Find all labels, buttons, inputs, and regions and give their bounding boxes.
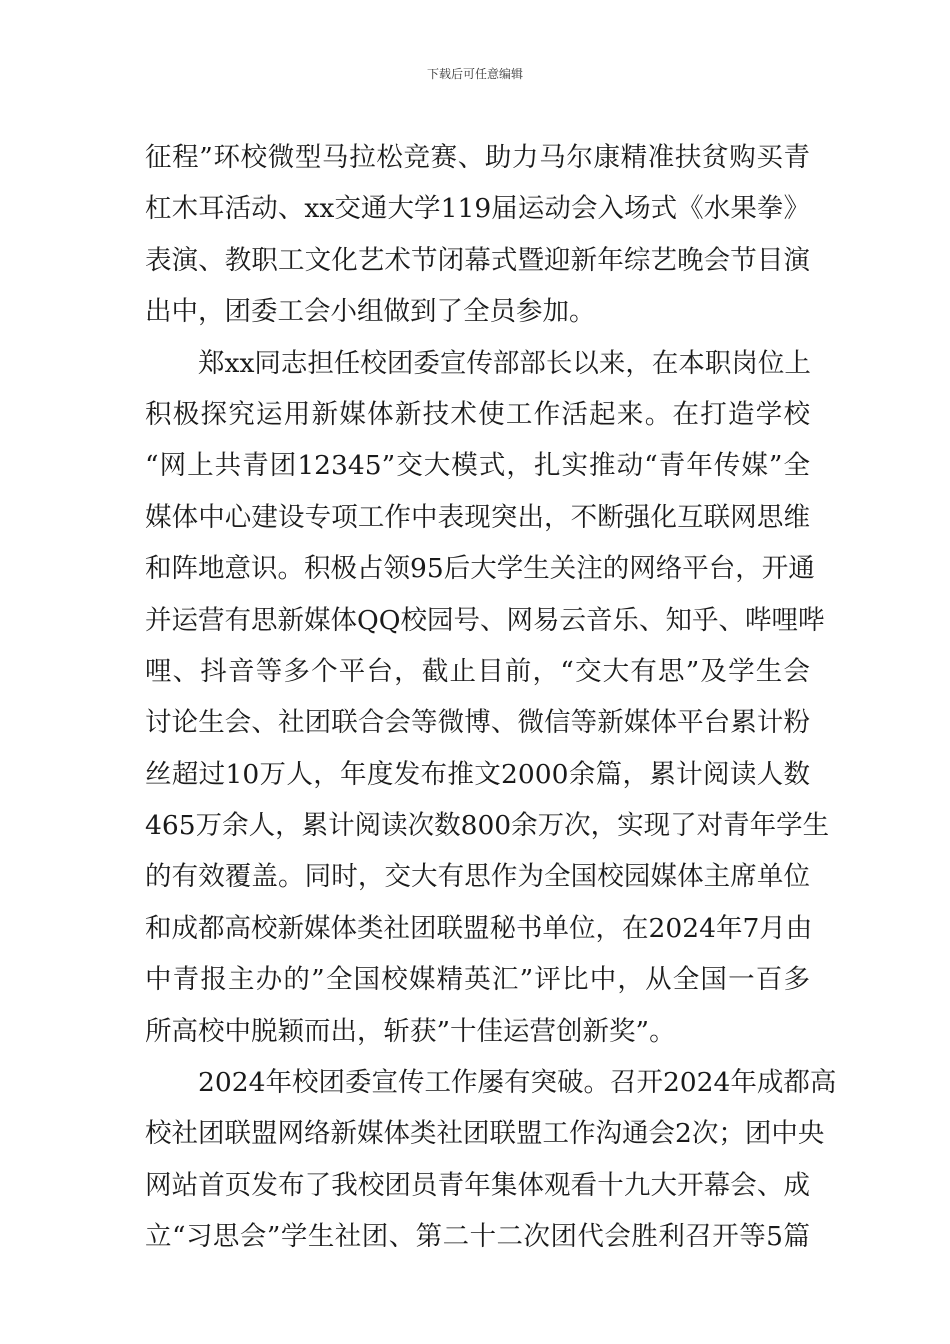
- document-body: [145, 132, 837, 1263]
- text-line: “网上共青团12345”交大模式，扎实推动“青年传媒”全: [145, 450, 810, 482]
- text-line: 哩、抖音等多个平台，截止目前，“交大有思”及学生会: [145, 655, 810, 687]
- text-line: 杠木耳活动、xx交通大学119届运动会入场式《水果拳》: [145, 193, 810, 225]
- text-line: 和阵地意识。积极占领95后大学生关注的网络平台，开通: [145, 553, 815, 585]
- text-line: 讨论生会、社团联合会等微博、微信等新媒体平台累计粉: [145, 707, 810, 739]
- paragraph-1: [145, 132, 810, 338]
- text-line: 征程”环校微型马拉松竞赛、助力马尔康精准扶贫购买青: [145, 142, 810, 173]
- text-line: 2024年校团委宣传工作屡有突破。召开2024年成都高: [198, 1067, 837, 1099]
- text-line: 465万余人，累计阅读次数800余万次，实现了对青年学生: [145, 810, 830, 842]
- text-line: 并运营有思新媒体QQ校园号、网易云音乐、知乎、哔哩哔: [145, 604, 825, 636]
- paragraph-3: [145, 1057, 837, 1263]
- text-line: 的有效覆盖。同时，交大有思作为全国校园媒体主席单位: [145, 861, 810, 893]
- text-line: 表演、教职工文化艺术节闭幕式暨迎新年综艺晚会节目演: [145, 244, 810, 276]
- paragraph-2: [145, 338, 830, 1057]
- text-line: 媒体中心建设专项工作中表现突出，不断强化互联网思维: [145, 501, 810, 533]
- text-line: 丝超过10万人，年度发布推文2000余篇，累计阅读人数: [145, 758, 810, 790]
- text-line: 所高校中脱颖而出，斩获”十佳运营创新奖”。: [145, 1015, 676, 1047]
- text-line: 网站首页发布了我校团员青年集体观看十九大开幕会、成: [145, 1169, 810, 1201]
- text-line: 立“习思会”学生社团、第二十二次团代会胜利召开等5篇: [145, 1221, 810, 1253]
- page-header: 下载后可任意编辑: [426, 67, 523, 81]
- text-line: 出中，团委工会小组做到了全员参加。: [145, 296, 596, 328]
- text-line: 和成都高校新媒体类社团联盟秘书单位，在2024年7月由: [145, 912, 813, 944]
- text-line: 积极探究运用新媒体新技术使工作活起来。在打造学校: [145, 398, 810, 430]
- text-line: 郑xx同志担任校团委宣传部部长以来，在本职岗位上: [198, 347, 811, 379]
- text-line: 校社团联盟网络新媒体类社团联盟工作沟通会2次；团中央: [145, 1118, 825, 1150]
- text-line: 中青报主办的”全国校媒精英汇”评比中，从全国一百多: [145, 964, 810, 996]
